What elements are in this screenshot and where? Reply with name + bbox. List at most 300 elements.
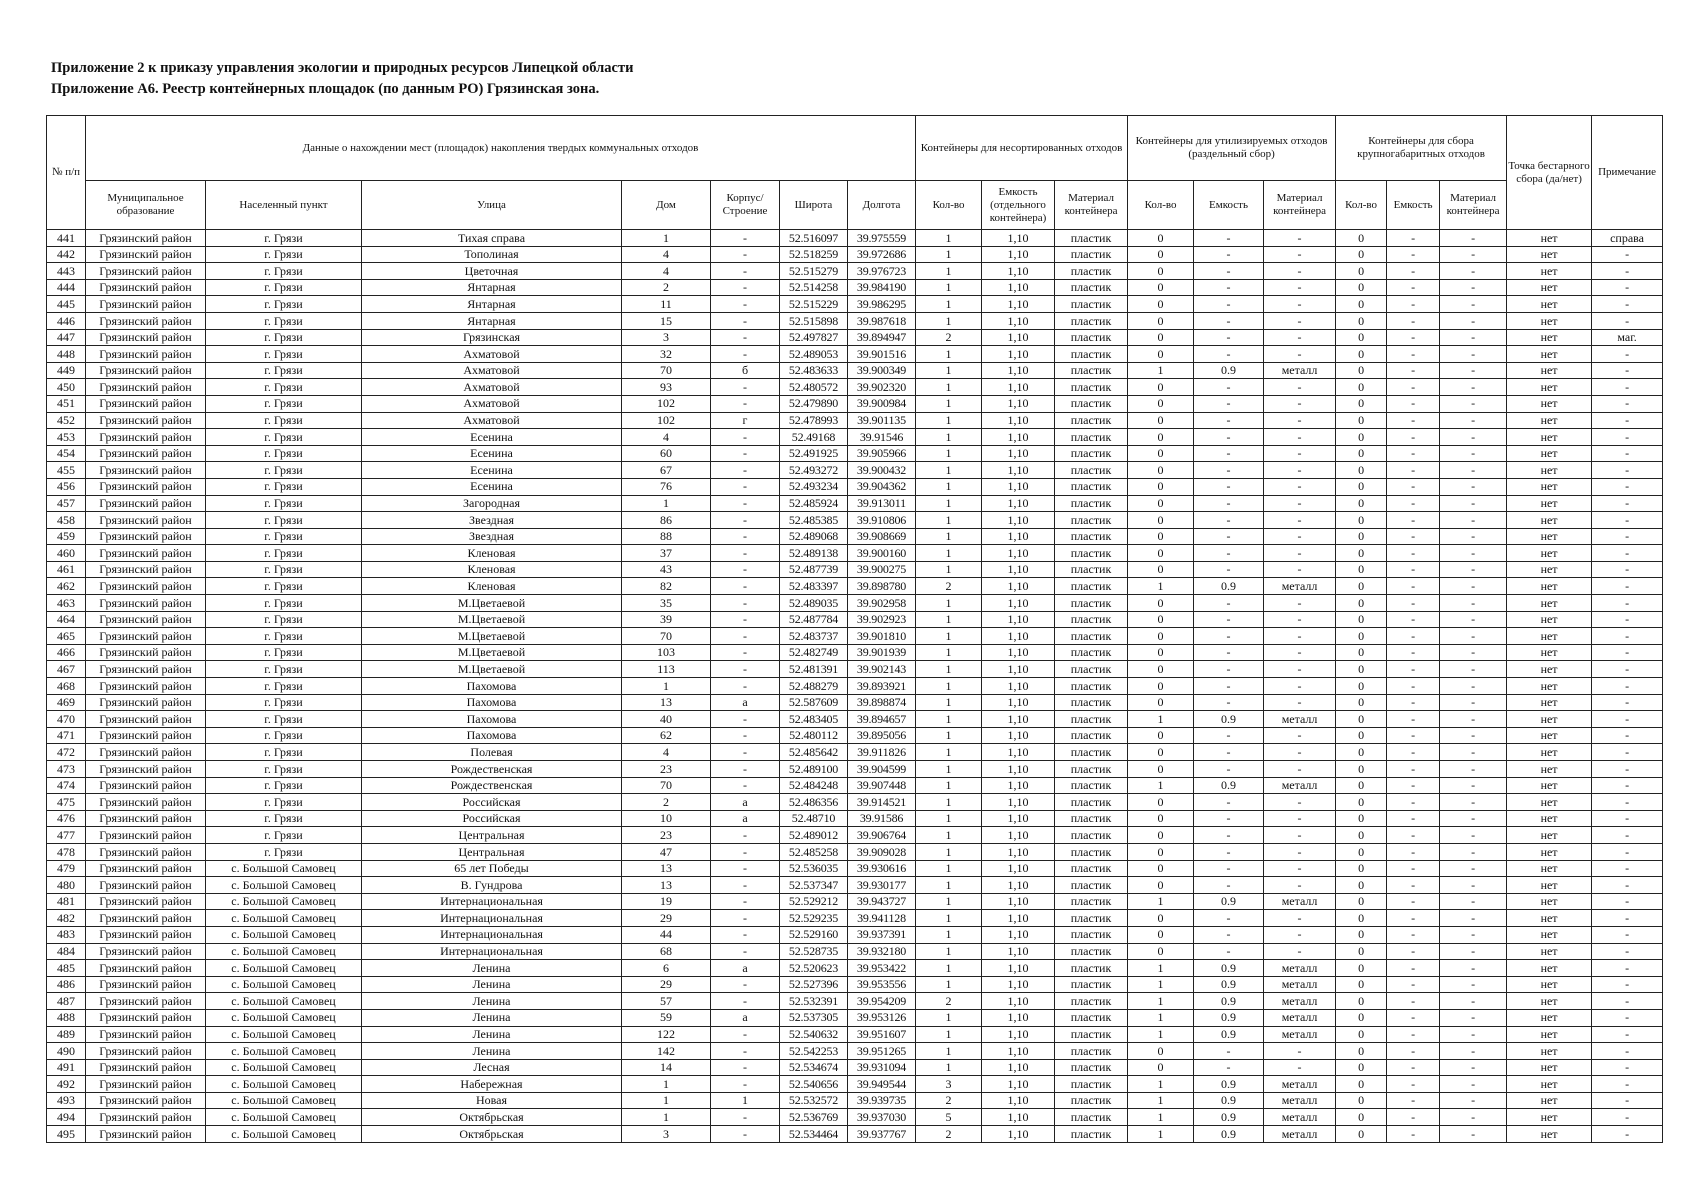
cell-r-capacity: - [1194,495,1264,512]
cell-u-material: пластик [1055,611,1128,628]
cell-lon: 39.91586 [848,810,916,827]
cell-street: Цветочная [362,263,622,280]
cell-b-count: 0 [1336,329,1387,346]
cell-municipality: Грязинский район [86,578,206,595]
cell-note: - [1592,429,1663,446]
cell-b-count: 0 [1336,561,1387,578]
cell-point: нет [1507,329,1592,346]
cell-num: 447 [47,329,86,346]
table-row [47,379,1663,396]
cell-b-material: - [1440,528,1507,545]
cell-r-count: 1 [1128,1126,1194,1143]
cell-lat: 52.529235 [780,910,848,927]
cell-b-capacity: - [1387,279,1440,296]
cell-building: - [711,279,780,296]
cell-r-count: 1 [1128,1109,1194,1126]
cell-municipality: Грязинский район [86,993,206,1010]
cell-house: 2 [622,794,711,811]
cell-lon: 39.907448 [848,777,916,794]
cell-u-count: 1 [916,296,982,313]
cell-note: - [1592,860,1663,877]
cell-lon: 39.902320 [848,379,916,396]
cell-note: - [1592,379,1663,396]
cell-settlement: г. Грязи [206,661,362,678]
cell-b-count: 0 [1336,279,1387,296]
cell-street: 65 лет Победы [362,860,622,877]
cell-point: нет [1507,296,1592,313]
cell-r-material: - [1264,843,1336,860]
cell-r-count: 0 [1128,810,1194,827]
cell-b-count: 0 [1336,976,1387,993]
cell-r-material: - [1264,910,1336,927]
cell-b-capacity: - [1387,727,1440,744]
cell-lon: 39.893921 [848,678,916,695]
cell-lon: 39.901135 [848,412,916,429]
cell-b-material: - [1440,296,1507,313]
cell-r-capacity: - [1194,926,1264,943]
cell-house: 62 [622,727,711,744]
cell-u-count: 1 [916,528,982,545]
cell-street: Янтарная [362,279,622,296]
table-row [47,512,1663,529]
table-row [47,1109,1663,1126]
cell-u-material: пластик [1055,279,1128,296]
cell-point: нет [1507,1009,1592,1026]
cell-note: - [1592,993,1663,1010]
cell-house: 57 [622,993,711,1010]
table-row [47,561,1663,578]
cell-r-count: 0 [1128,478,1194,495]
cell-r-count: 0 [1128,943,1194,960]
cell-b-capacity: - [1387,976,1440,993]
cell-street: Рождественская [362,777,622,794]
cell-b-material: - [1440,993,1507,1010]
cell-municipality: Грязинский район [86,545,206,562]
cell-lat: 52.489138 [780,545,848,562]
cell-street: М.Цветаевой [362,595,622,612]
col-municipality: Муниципальное образование [86,181,206,230]
table-row [47,926,1663,943]
cell-lat: 52.493272 [780,462,848,479]
cell-r-capacity: - [1194,694,1264,711]
cell-u-capacity: 1,10 [982,761,1055,778]
cell-settlement: г. Грязи [206,379,362,396]
cell-house: 70 [622,777,711,794]
cell-house: 93 [622,379,711,396]
cell-u-material: пластик [1055,1126,1128,1143]
cell-u-material: пластик [1055,478,1128,495]
cell-u-capacity: 1,10 [982,1043,1055,1060]
cell-b-capacity: - [1387,595,1440,612]
cell-num: 462 [47,578,86,595]
cell-point: нет [1507,246,1592,263]
cell-street: Есенина [362,429,622,446]
cell-house: 1 [622,678,711,695]
cell-r-count: 1 [1128,1092,1194,1109]
cell-lat: 52.491925 [780,445,848,462]
cell-b-material: - [1440,545,1507,562]
cell-b-material: - [1440,478,1507,495]
cell-b-material: - [1440,362,1507,379]
cell-house: 4 [622,744,711,761]
cell-street: Кленовая [362,561,622,578]
cell-lat: 52.487784 [780,611,848,628]
cell-lat: 52.483397 [780,578,848,595]
cell-street: Пахомова [362,727,622,744]
table-row [47,628,1663,645]
cell-note: - [1592,910,1663,927]
cell-municipality: Грязинский район [86,362,206,379]
table-row [47,678,1663,695]
cell-b-count: 0 [1336,827,1387,844]
cell-lat: 52.485924 [780,495,848,512]
cell-lat: 52.534464 [780,1126,848,1143]
cell-note: - [1592,644,1663,661]
cell-r-capacity: - [1194,1043,1264,1060]
cell-u-count: 1 [916,230,982,247]
table-row [47,362,1663,379]
cell-lat: 52.479890 [780,395,848,412]
cell-municipality: Грязинский район [86,512,206,529]
table-row [47,246,1663,263]
cell-municipality: Грязинский район [86,744,206,761]
cell-u-count: 1 [916,495,982,512]
cell-municipality: Грязинский район [86,727,206,744]
col-b-material: Материал контейнера [1440,181,1507,230]
cell-street: Янтарная [362,312,622,329]
cell-lat: 52.540656 [780,1076,848,1093]
cell-municipality: Грязинский район [86,794,206,811]
cell-lat: 52.49168 [780,429,848,446]
table-row [47,843,1663,860]
cell-building: - [711,595,780,612]
cell-u-capacity: 1,10 [982,1109,1055,1126]
cell-point: нет [1507,395,1592,412]
cell-lon: 39.908669 [848,528,916,545]
cell-lon: 39.951607 [848,1026,916,1043]
cell-point: нет [1507,694,1592,711]
cell-settlement: г. Грязи [206,794,362,811]
cell-lat: 52.515898 [780,312,848,329]
cell-u-capacity: 1,10 [982,495,1055,512]
cell-b-capacity: - [1387,412,1440,429]
cell-lat: 52.483633 [780,362,848,379]
cell-b-capacity: - [1387,230,1440,247]
cell-b-count: 0 [1336,1059,1387,1076]
cell-building: - [711,727,780,744]
cell-u-material: пластик [1055,678,1128,695]
cell-settlement: г. Грязи [206,312,362,329]
cell-lon: 39.900160 [848,545,916,562]
cell-u-capacity: 1,10 [982,561,1055,578]
cell-u-material: пластик [1055,1043,1128,1060]
cell-settlement: г. Грязи [206,727,362,744]
cell-r-material: - [1264,230,1336,247]
cell-point: нет [1507,445,1592,462]
cell-b-count: 0 [1336,678,1387,695]
cell-house: 82 [622,578,711,595]
cell-r-capacity: 0.9 [1194,993,1264,1010]
cell-lon: 39.954209 [848,993,916,1010]
cell-note: - [1592,711,1663,728]
cell-settlement: г. Грязи [206,395,362,412]
cell-num: 478 [47,843,86,860]
cell-num: 484 [47,943,86,960]
cell-u-capacity: 1,10 [982,860,1055,877]
cell-lon: 39.900432 [848,462,916,479]
col-r-capacity: Емкость [1194,181,1264,230]
cell-num: 492 [47,1076,86,1093]
cell-lat: 52.489068 [780,528,848,545]
cell-r-material: - [1264,279,1336,296]
cell-lat: 52.529212 [780,893,848,910]
cell-b-count: 0 [1336,794,1387,811]
cell-r-count: 0 [1128,462,1194,479]
cell-u-capacity: 1,10 [982,877,1055,894]
cell-b-material: - [1440,860,1507,877]
cell-r-material: - [1264,429,1336,446]
cell-lon: 39.976723 [848,263,916,280]
cell-num: 457 [47,495,86,512]
cell-r-count: 0 [1128,661,1194,678]
cell-b-material: - [1440,661,1507,678]
cell-u-material: пластик [1055,395,1128,412]
cell-lon: 39.984190 [848,279,916,296]
cell-lon: 39.953556 [848,976,916,993]
cell-r-count: 1 [1128,578,1194,595]
cell-num: 441 [47,230,86,247]
col-group-location: Данные о нахождении мест (площадок) накопления твердых коммунальных отходов [86,116,916,181]
cell-b-capacity: - [1387,312,1440,329]
cell-point: нет [1507,528,1592,545]
cell-b-material: - [1440,230,1507,247]
cell-b-capacity: - [1387,329,1440,346]
cell-u-capacity: 1,10 [982,246,1055,263]
cell-lon: 39.902958 [848,595,916,612]
cell-u-capacity: 1,10 [982,1026,1055,1043]
cell-u-material: пластик [1055,794,1128,811]
cell-point: нет [1507,661,1592,678]
col-street: Улица [362,181,622,230]
cell-b-count: 0 [1336,1009,1387,1026]
cell-r-material: - [1264,694,1336,711]
cell-b-count: 0 [1336,395,1387,412]
cell-house: 40 [622,711,711,728]
col-house: Дом [622,181,711,230]
cell-lon: 39.930177 [848,877,916,894]
container-sites-table [46,115,1663,1143]
cell-lon: 39.898874 [848,694,916,711]
cell-r-material: металл [1264,976,1336,993]
table-row [47,877,1663,894]
table-row [47,960,1663,977]
table-row [47,611,1663,628]
cell-u-count: 1 [916,628,982,645]
cell-r-material: - [1264,395,1336,412]
cell-settlement: с. Большой Самовец [206,910,362,927]
cell-street: Ахматовой [362,346,622,363]
cell-municipality: Грязинский район [86,661,206,678]
cell-building: а [711,794,780,811]
cell-settlement: с. Большой Самовец [206,1126,362,1143]
cell-note: - [1592,744,1663,761]
appendix-title: Приложение 2 к приказу управления экологии и природных ресурсов Липецкой области [51,60,634,76]
cell-municipality: Грязинский район [86,312,206,329]
cell-u-count: 1 [916,263,982,280]
cell-b-count: 0 [1336,429,1387,446]
cell-street: В. Гундрова [362,877,622,894]
cell-r-capacity: - [1194,877,1264,894]
cell-building: - [711,993,780,1010]
cell-point: нет [1507,561,1592,578]
cell-b-count: 0 [1336,661,1387,678]
cell-building: - [711,926,780,943]
cell-lon: 39.972686 [848,246,916,263]
cell-building: - [711,943,780,960]
cell-r-count: 0 [1128,644,1194,661]
cell-b-capacity: - [1387,1009,1440,1026]
cell-u-capacity: 1,10 [982,545,1055,562]
cell-u-material: пластик [1055,528,1128,545]
cell-num: 442 [47,246,86,263]
cell-u-material: пластик [1055,329,1128,346]
cell-r-material: - [1264,379,1336,396]
cell-house: 4 [622,429,711,446]
table-row [47,810,1663,827]
cell-street: Есенина [362,445,622,462]
cell-b-count: 0 [1336,445,1387,462]
cell-building: - [711,877,780,894]
cell-b-material: - [1440,329,1507,346]
cell-u-capacity: 1,10 [982,379,1055,396]
cell-house: 2 [622,279,711,296]
cell-municipality: Грязинский район [86,678,206,695]
cell-u-count: 2 [916,993,982,1010]
cell-num: 481 [47,893,86,910]
cell-settlement: г. Грязи [206,429,362,446]
cell-municipality: Грязинский район [86,1026,206,1043]
cell-b-count: 0 [1336,711,1387,728]
cell-u-count: 1 [916,561,982,578]
cell-u-material: пластик [1055,744,1128,761]
cell-house: 3 [622,1126,711,1143]
table-header [47,116,1663,230]
cell-municipality: Грязинский район [86,429,206,446]
cell-building: - [711,478,780,495]
cell-r-count: 0 [1128,263,1194,280]
cell-u-count: 1 [916,860,982,877]
cell-point: нет [1507,678,1592,695]
cell-street: Кленовая [362,578,622,595]
cell-u-material: пластик [1055,727,1128,744]
cell-point: нет [1507,993,1592,1010]
cell-b-material: - [1440,960,1507,977]
cell-lat: 52.485258 [780,843,848,860]
cell-b-count: 0 [1336,926,1387,943]
cell-num: 452 [47,412,86,429]
cell-street: Кленовая [362,545,622,562]
cell-r-capacity: - [1194,810,1264,827]
col-note: Примечание [1592,116,1663,230]
cell-num: 446 [47,312,86,329]
cell-r-capacity: - [1194,395,1264,412]
cell-lat: 52.536769 [780,1109,848,1126]
cell-note: - [1592,545,1663,562]
cell-u-capacity: 1,10 [982,462,1055,479]
cell-municipality: Грязинский район [86,877,206,894]
cell-house: 102 [622,395,711,412]
cell-note: - [1592,595,1663,612]
cell-note: - [1592,395,1663,412]
cell-note: - [1592,611,1663,628]
cell-b-material: - [1440,727,1507,744]
cell-num: 461 [47,561,86,578]
table-row [47,744,1663,761]
cell-r-count: 0 [1128,843,1194,860]
cell-r-count: 0 [1128,246,1194,263]
cell-r-capacity: - [1194,910,1264,927]
cell-u-count: 1 [916,279,982,296]
cell-r-material: - [1264,545,1336,562]
cell-house: 4 [622,263,711,280]
cell-u-count: 1 [916,478,982,495]
cell-r-material: металл [1264,578,1336,595]
cell-num: 494 [47,1109,86,1126]
cell-u-material: пластик [1055,711,1128,728]
cell-num: 467 [47,661,86,678]
cell-u-material: пластик [1055,843,1128,860]
cell-lat: 52.520623 [780,960,848,977]
cell-point: нет [1507,595,1592,612]
cell-r-capacity: 0.9 [1194,1009,1264,1026]
cell-r-material: - [1264,512,1336,529]
cell-u-material: пластик [1055,860,1128,877]
cell-street: М.Цветаевой [362,661,622,678]
cell-note: - [1592,810,1663,827]
cell-b-material: - [1440,412,1507,429]
cell-u-material: пластик [1055,1092,1128,1109]
cell-house: 59 [622,1009,711,1026]
cell-r-material: металл [1264,777,1336,794]
cell-u-capacity: 1,10 [982,827,1055,844]
cell-point: нет [1507,263,1592,280]
cell-r-count: 0 [1128,312,1194,329]
cell-settlement: с. Большой Самовец [206,1109,362,1126]
cell-u-count: 5 [916,1109,982,1126]
cell-street: Янтарная [362,296,622,313]
cell-building: а [711,1009,780,1026]
cell-b-capacity: - [1387,777,1440,794]
cell-lon: 39.902143 [848,661,916,678]
cell-house: 68 [622,943,711,960]
cell-num: 456 [47,478,86,495]
cell-settlement: г. Грязи [206,578,362,595]
cell-num: 473 [47,761,86,778]
cell-r-material: - [1264,595,1336,612]
cell-r-count: 0 [1128,528,1194,545]
cell-lat: 52.489012 [780,827,848,844]
cell-r-material: - [1264,478,1336,495]
cell-lat: 52.483737 [780,628,848,645]
cell-note: справа [1592,230,1663,247]
cell-num: 489 [47,1026,86,1043]
cell-r-capacity: 0.9 [1194,1126,1264,1143]
table-row [47,312,1663,329]
cell-u-capacity: 1,10 [982,329,1055,346]
cell-settlement: г. Грязи [206,744,362,761]
cell-house: 103 [622,644,711,661]
cell-u-capacity: 1,10 [982,1076,1055,1093]
